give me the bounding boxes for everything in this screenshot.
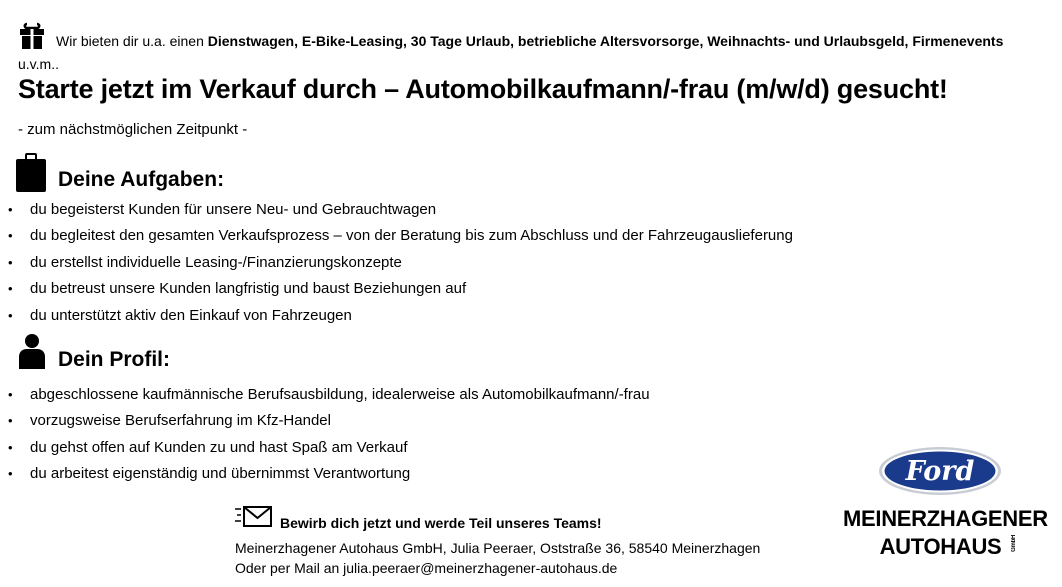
- clipboard-icon: [15, 153, 47, 193]
- brand-name-line1: MEINERZHAGENER: [843, 506, 1048, 531]
- benefits-intro: Wir bieten dir u.a. einen: [56, 33, 204, 49]
- gift-icon: [18, 22, 46, 50]
- ford-logo: [878, 446, 1002, 496]
- tasks-list: [0, 197, 793, 329]
- list-item: • du begleitest den gesamten Verkaufsprozess – von der Beratung bis zum Abschluss und der Fahrzeugauslieferung: [0, 223, 793, 249]
- person-icon: [17, 333, 47, 369]
- list-item: • du arbeitest eigenständig und übernimmst Verantwortung: [0, 461, 650, 487]
- profile-list: [0, 382, 650, 488]
- page-title: Starte jetzt im Verkauf durch – Automobilkaufmann/-frau (m/w/d) gesucht!: [18, 74, 948, 104]
- brand-legal: GmbH: [1011, 535, 1017, 552]
- profile-heading: Dein Profil:: [58, 348, 171, 371]
- brand-name-line2: AUTOHAUS: [879, 534, 1002, 559]
- list-item: • abgeschlossene kaufmännische Berufsausbildung, idealerweise als Automobilkaufmann/-frau: [0, 382, 650, 408]
- ford-logo-text: Ford: [905, 456, 975, 487]
- contact-address: Meinerzhagener Autohaus GmbH, Julia Peeraer, Oststraße 36, 58540 Meinerzhagen: [235, 540, 761, 556]
- list-item: • du unterstützt aktiv den Einkauf von Fahrzeugen: [0, 303, 793, 329]
- benefits-text: [18, 22, 1048, 76]
- tasks-heading: Deine Aufgaben:: [58, 168, 225, 191]
- list-item: • du erstellst individuelle Leasing-/Finanzierungskonzepte: [0, 250, 793, 276]
- envelope-icon: [235, 506, 273, 528]
- dealer-brand: [843, 505, 1048, 561]
- benefits-suffix: u.v.m..: [18, 56, 59, 72]
- contact-mail[interactable]: Oder per Mail an julia.peeraer@meinerzhagener-autohaus.de: [235, 560, 618, 576]
- list-item: • vorzugsweise Berufserfahrung im Kfz-Handel: [0, 408, 650, 434]
- apply-cta: Bewirb dich jetzt und werde Teil unseres Teams!: [280, 515, 602, 531]
- page-subtitle: - zum nächstmöglichen Zeitpunkt -: [18, 121, 248, 138]
- benefits-highlights: Dienstwagen, E-Bike-Leasing, 30 Tage Urlaub, betriebliche Altersvorsorge, Weihnachts- und Urlaubsgeld, Firmenevents: [207, 33, 1004, 49]
- list-item: • du begeisterst Kunden für unsere Neu- und Gebrauchtwagen: [0, 197, 793, 223]
- list-item: • du betreust unsere Kunden langfristig und baust Beziehungen auf: [0, 276, 793, 302]
- list-item: • du gehst offen auf Kunden zu und hast Spaß am Verkauf: [0, 435, 650, 461]
